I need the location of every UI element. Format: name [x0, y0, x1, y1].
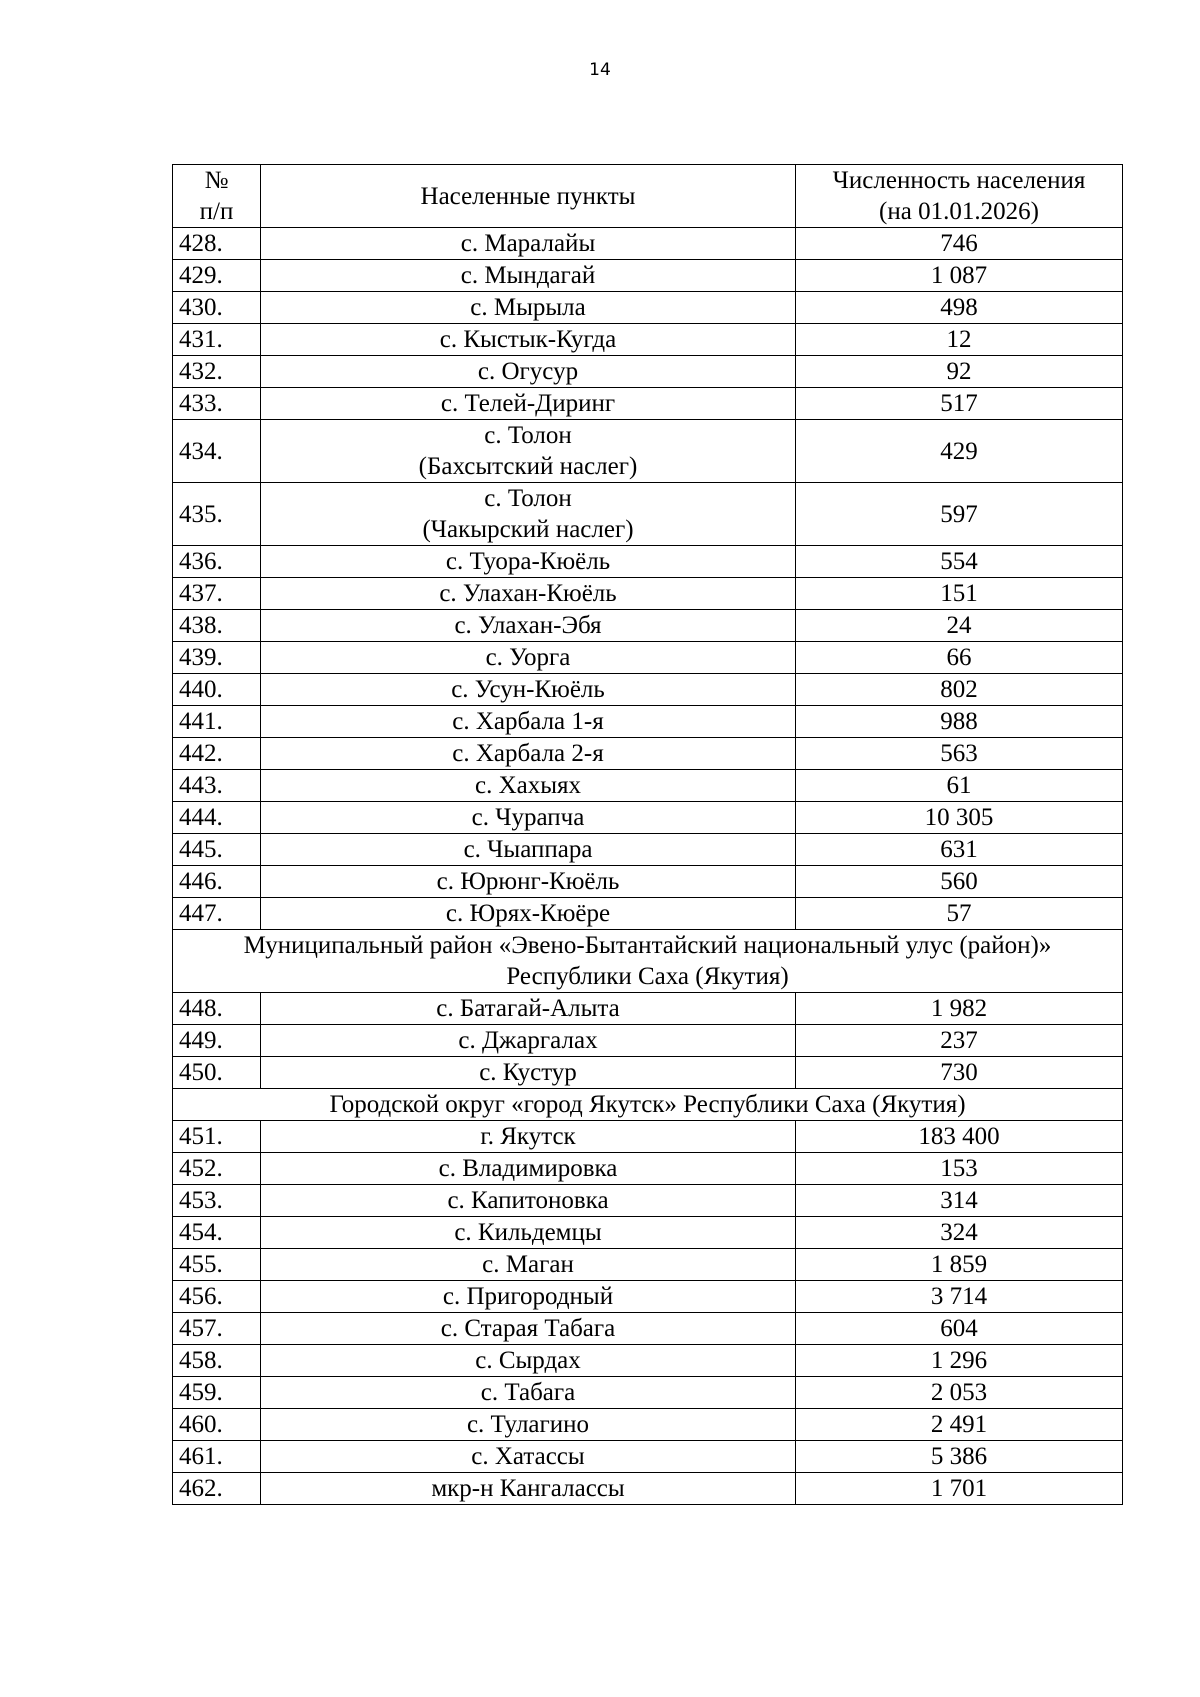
table-row	[173, 738, 1123, 770]
table-header-row	[173, 165, 1123, 228]
settlement-name: с. Батагай-Алыта	[261, 993, 796, 1025]
settlement-name: мкр-н Кангалассы	[261, 1473, 796, 1505]
row-number: 451.	[173, 1121, 261, 1153]
row-number: 435.	[173, 483, 261, 546]
table-row	[173, 706, 1123, 738]
row-number: 461.	[173, 1441, 261, 1473]
population-value: 597	[796, 483, 1123, 546]
row-number: 452.	[173, 1153, 261, 1185]
population-value: 324	[796, 1217, 1123, 1249]
row-number: 454.	[173, 1217, 261, 1249]
settlement-name: с. Хахыях	[261, 770, 796, 802]
population-value: 563	[796, 738, 1123, 770]
row-number: 445.	[173, 834, 261, 866]
settlement-name: с. Харбала 1-я	[261, 706, 796, 738]
settlement-name: с. Джаргалах	[261, 1025, 796, 1057]
population-value: 314	[796, 1185, 1123, 1217]
settlement-name: с. Юрюнг-Кюёль	[261, 866, 796, 898]
settlement-name: с. Улахан-Эбя	[261, 610, 796, 642]
row-number: 457.	[173, 1313, 261, 1345]
table-row	[173, 546, 1123, 578]
table-row	[173, 260, 1123, 292]
settlement-name: с. Маган	[261, 1249, 796, 1281]
row-number: 459.	[173, 1377, 261, 1409]
row-number: 433.	[173, 388, 261, 420]
row-number: 448.	[173, 993, 261, 1025]
table-row	[173, 1281, 1123, 1313]
population-value: 802	[796, 674, 1123, 706]
table-row	[173, 228, 1123, 260]
settlement-name: с. Кыстык-Кугда	[261, 324, 796, 356]
page-number: 14	[589, 60, 611, 80]
table-row	[173, 1441, 1123, 1473]
table-row	[173, 642, 1123, 674]
table-row	[173, 356, 1123, 388]
settlement-name: с. Владимировка	[261, 1153, 796, 1185]
table-row	[173, 1409, 1123, 1441]
table-body	[173, 228, 1123, 1505]
table-row	[173, 324, 1123, 356]
population-value: 57	[796, 898, 1123, 930]
table-row	[173, 898, 1123, 930]
population-value: 61	[796, 770, 1123, 802]
table-row	[173, 866, 1123, 898]
population-value: 631	[796, 834, 1123, 866]
population-value: 1 087	[796, 260, 1123, 292]
settlement-name: с. Чыаппара	[261, 834, 796, 866]
settlement-name: с. Уорга	[261, 642, 796, 674]
settlement-name: г. Якутск	[261, 1121, 796, 1153]
population-table	[172, 164, 1123, 1505]
settlement-name: с. Сырдах	[261, 1345, 796, 1377]
row-number: 449.	[173, 1025, 261, 1057]
settlement-name: с. Харбала 2-я	[261, 738, 796, 770]
population-value: 554	[796, 546, 1123, 578]
settlement-name: с. Толон (Чакырский наслег)	[261, 483, 796, 546]
settlement-name: с. Усун-Кюёль	[261, 674, 796, 706]
table-row	[173, 1313, 1123, 1345]
section-row	[173, 930, 1123, 993]
row-number: 450.	[173, 1057, 261, 1089]
row-number: 460.	[173, 1409, 261, 1441]
settlement-name: с. Маралайы	[261, 228, 796, 260]
population-value: 1 701	[796, 1473, 1123, 1505]
population-value: 429	[796, 420, 1123, 483]
population-value: 604	[796, 1313, 1123, 1345]
row-number: 438.	[173, 610, 261, 642]
settlement-name: с. Кустур	[261, 1057, 796, 1089]
row-number: 453.	[173, 1185, 261, 1217]
settlement-name: с. Чурапча	[261, 802, 796, 834]
settlement-name: с. Огусур	[261, 356, 796, 388]
row-number: 439.	[173, 642, 261, 674]
table-row	[173, 1345, 1123, 1377]
table-row	[173, 388, 1123, 420]
population-value: 730	[796, 1057, 1123, 1089]
row-number: 437.	[173, 578, 261, 610]
table-row	[173, 1249, 1123, 1281]
row-number: 431.	[173, 324, 261, 356]
population-value: 1 296	[796, 1345, 1123, 1377]
population-value: 24	[796, 610, 1123, 642]
row-number: 455.	[173, 1249, 261, 1281]
population-value: 2 053	[796, 1377, 1123, 1409]
table-row	[173, 1473, 1123, 1505]
table-row	[173, 483, 1123, 546]
row-number: 434.	[173, 420, 261, 483]
population-value: 560	[796, 866, 1123, 898]
table-row	[173, 292, 1123, 324]
row-number: 430.	[173, 292, 261, 324]
settlement-name: с. Улахан-Кюёль	[261, 578, 796, 610]
settlement-name: с. Тулагино	[261, 1409, 796, 1441]
section-row	[173, 1089, 1123, 1121]
settlement-name: с. Пригородный	[261, 1281, 796, 1313]
row-number: 429.	[173, 260, 261, 292]
row-number: 447.	[173, 898, 261, 930]
population-value: 746	[796, 228, 1123, 260]
row-number: 441.	[173, 706, 261, 738]
population-value: 151	[796, 578, 1123, 610]
section-title: Городской округ «город Якутск» Республики Саха (Якутия)	[173, 1089, 1123, 1121]
population-value: 2 491	[796, 1409, 1123, 1441]
population-value: 66	[796, 642, 1123, 674]
row-number: 428.	[173, 228, 261, 260]
population-value: 517	[796, 388, 1123, 420]
table-row	[173, 1121, 1123, 1153]
header-settlements: Населенные пункты	[261, 165, 796, 228]
population-value: 92	[796, 356, 1123, 388]
settlement-name: с. Мырыла	[261, 292, 796, 324]
table-row	[173, 610, 1123, 642]
row-number: 443.	[173, 770, 261, 802]
table-row	[173, 1217, 1123, 1249]
row-number: 458.	[173, 1345, 261, 1377]
population-value: 5 386	[796, 1441, 1123, 1473]
header-population: Численность населения (на 01.01.2026)	[796, 165, 1123, 228]
row-number: 456.	[173, 1281, 261, 1313]
settlement-name: с. Туора-Кюёль	[261, 546, 796, 578]
table-row	[173, 1153, 1123, 1185]
settlement-name: с. Кильдемцы	[261, 1217, 796, 1249]
settlement-name: с. Хатассы	[261, 1441, 796, 1473]
table-row	[173, 1025, 1123, 1057]
population-value: 1 859	[796, 1249, 1123, 1281]
population-value: 988	[796, 706, 1123, 738]
row-number: 440.	[173, 674, 261, 706]
table-row	[173, 802, 1123, 834]
population-value: 237	[796, 1025, 1123, 1057]
population-value: 153	[796, 1153, 1123, 1185]
population-value: 12	[796, 324, 1123, 356]
table-row	[173, 834, 1123, 866]
table-row	[173, 1377, 1123, 1409]
settlement-name: с. Капитоновка	[261, 1185, 796, 1217]
table-row	[173, 420, 1123, 483]
row-number: 444.	[173, 802, 261, 834]
row-number: 446.	[173, 866, 261, 898]
table-row	[173, 770, 1123, 802]
settlement-name: с. Юрях-Кюёре	[261, 898, 796, 930]
header-num: № п/п	[173, 165, 261, 228]
settlement-name: с. Мындагай	[261, 260, 796, 292]
row-number: 432.	[173, 356, 261, 388]
population-value: 498	[796, 292, 1123, 324]
row-number: 436.	[173, 546, 261, 578]
settlement-name: с. Табага	[261, 1377, 796, 1409]
table-row	[173, 578, 1123, 610]
population-value: 1 982	[796, 993, 1123, 1025]
settlement-name: с. Старая Табага	[261, 1313, 796, 1345]
table-row	[173, 1185, 1123, 1217]
population-value: 10 305	[796, 802, 1123, 834]
row-number: 442.	[173, 738, 261, 770]
row-number: 462.	[173, 1473, 261, 1505]
table-row	[173, 1057, 1123, 1089]
settlement-name: с. Телей-Диринг	[261, 388, 796, 420]
population-value: 3 714	[796, 1281, 1123, 1313]
population-value: 183 400	[796, 1121, 1123, 1153]
settlement-name: с. Толон (Бахсытский наслег)	[261, 420, 796, 483]
section-title: Муниципальный район «Эвено-Бытантайский национальный улус (район)» Республики Саха (Якутия)	[173, 930, 1123, 993]
table-row	[173, 993, 1123, 1025]
table-row	[173, 674, 1123, 706]
